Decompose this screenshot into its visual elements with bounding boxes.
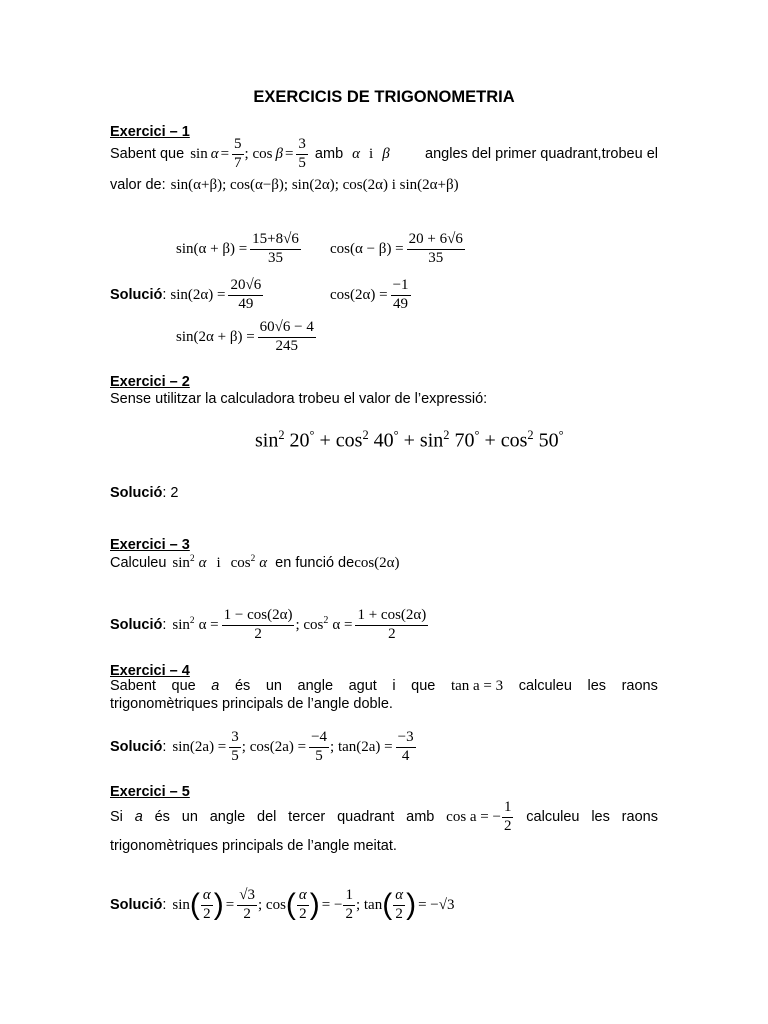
exercise-3-heading: Exercici – 3 [110,537,190,553]
exercise-4-statement-line2: trigonomètriques principals de l’angle doble. [110,696,393,712]
solution-1d: cos(2α) = $\frac{-1}{49}$ [330,277,409,312]
exercise-1-statement-line2: valor de: sin(α+β); cos(α−β); sin(2α); cos(2α) i sin(2α+β) [110,177,459,193]
exercise-1-statement-line1: Sabent que sin α = $\frac{5}{7}$ ; cos β = $\frac{3}{5}$ amb α i β angles del primer quadrant,trobeu el [110,136,658,171]
solution-4: Solució : sin(2a) = $\frac{3}{5}$ ; cos(2a) = $\frac{-4}{5}$ ; tan(2a) = $\frac{-3}{4}$ [110,729,414,764]
exercise-4-statement-line1: Sabent que a és un angle agut i que tan a = 3 calculeu les raons [110,678,658,694]
exercise-1-heading: Exercici – 1 [110,124,190,140]
fraction-3-5: $\frac{3}{5}$ [298,136,306,171]
exercise-2-expression: $\sin^2 20^\circ + \cos^2 40^\circ + \sin^2 70^\circ + \cos^2 50^\circ$ [255,428,564,452]
solution-5: Solució : sin ( $\frac{\alpha}{2}$ ) = $\frac{√3}{2}$ ; cos ( $\frac{\alpha}{2}$ ) = − $\frac{1}{2}$ ; tan ( $\frac{\alpha}{2}$ ) = −√3 [110,887,455,922]
page-title: EXERCICIS DE TRIGONOMETRIA [253,88,515,106]
exercise-3-statement: Calculeu $\sin^2$ α i $\cos^2$ α en funció de cos(2α) [110,554,400,571]
solution-3: Solució : $\sin^2$ α = $\frac{1 - \cos(2\alpha)}{2}$ ; cos $^2$ α = $\frac{1 + \cos(2\alpha)}{2}$ [110,607,427,642]
solution-1c: Solució : sin(2α) = $\frac{20√6}{49}$ [110,277,262,312]
solution-2: Solució: 2 [110,485,179,501]
exercise-4-heading: Exercici – 4 [110,663,190,679]
solution-1e: sin(2α + β) = $\frac{60√6 - 4}{245}$ [176,319,314,354]
exercise-5-statement-line2: trigonomètriques principals de l’angle meitat. [110,838,397,854]
exercise-5-heading: Exercici – 5 [110,784,190,800]
exercise-2-heading: Exercici – 2 [110,374,190,390]
solution-1a: sin(α + β) = $\frac{15+8√6}{35}$ [176,231,299,266]
solution-1b: cos(α − β) = $\frac{20 + 6√6}{35}$ [330,231,463,266]
exercise-5-statement-line1: Si a és un angle del tercer quadrant amb cos a = − $\frac{1}{2}$ calculeu les raons [110,799,658,834]
fraction-5-7: $\frac{5}{7}$ [234,136,242,171]
exercise-2-statement: Sense utilitzar la calculadora trobeu el valor de l’expressió: [110,391,488,407]
